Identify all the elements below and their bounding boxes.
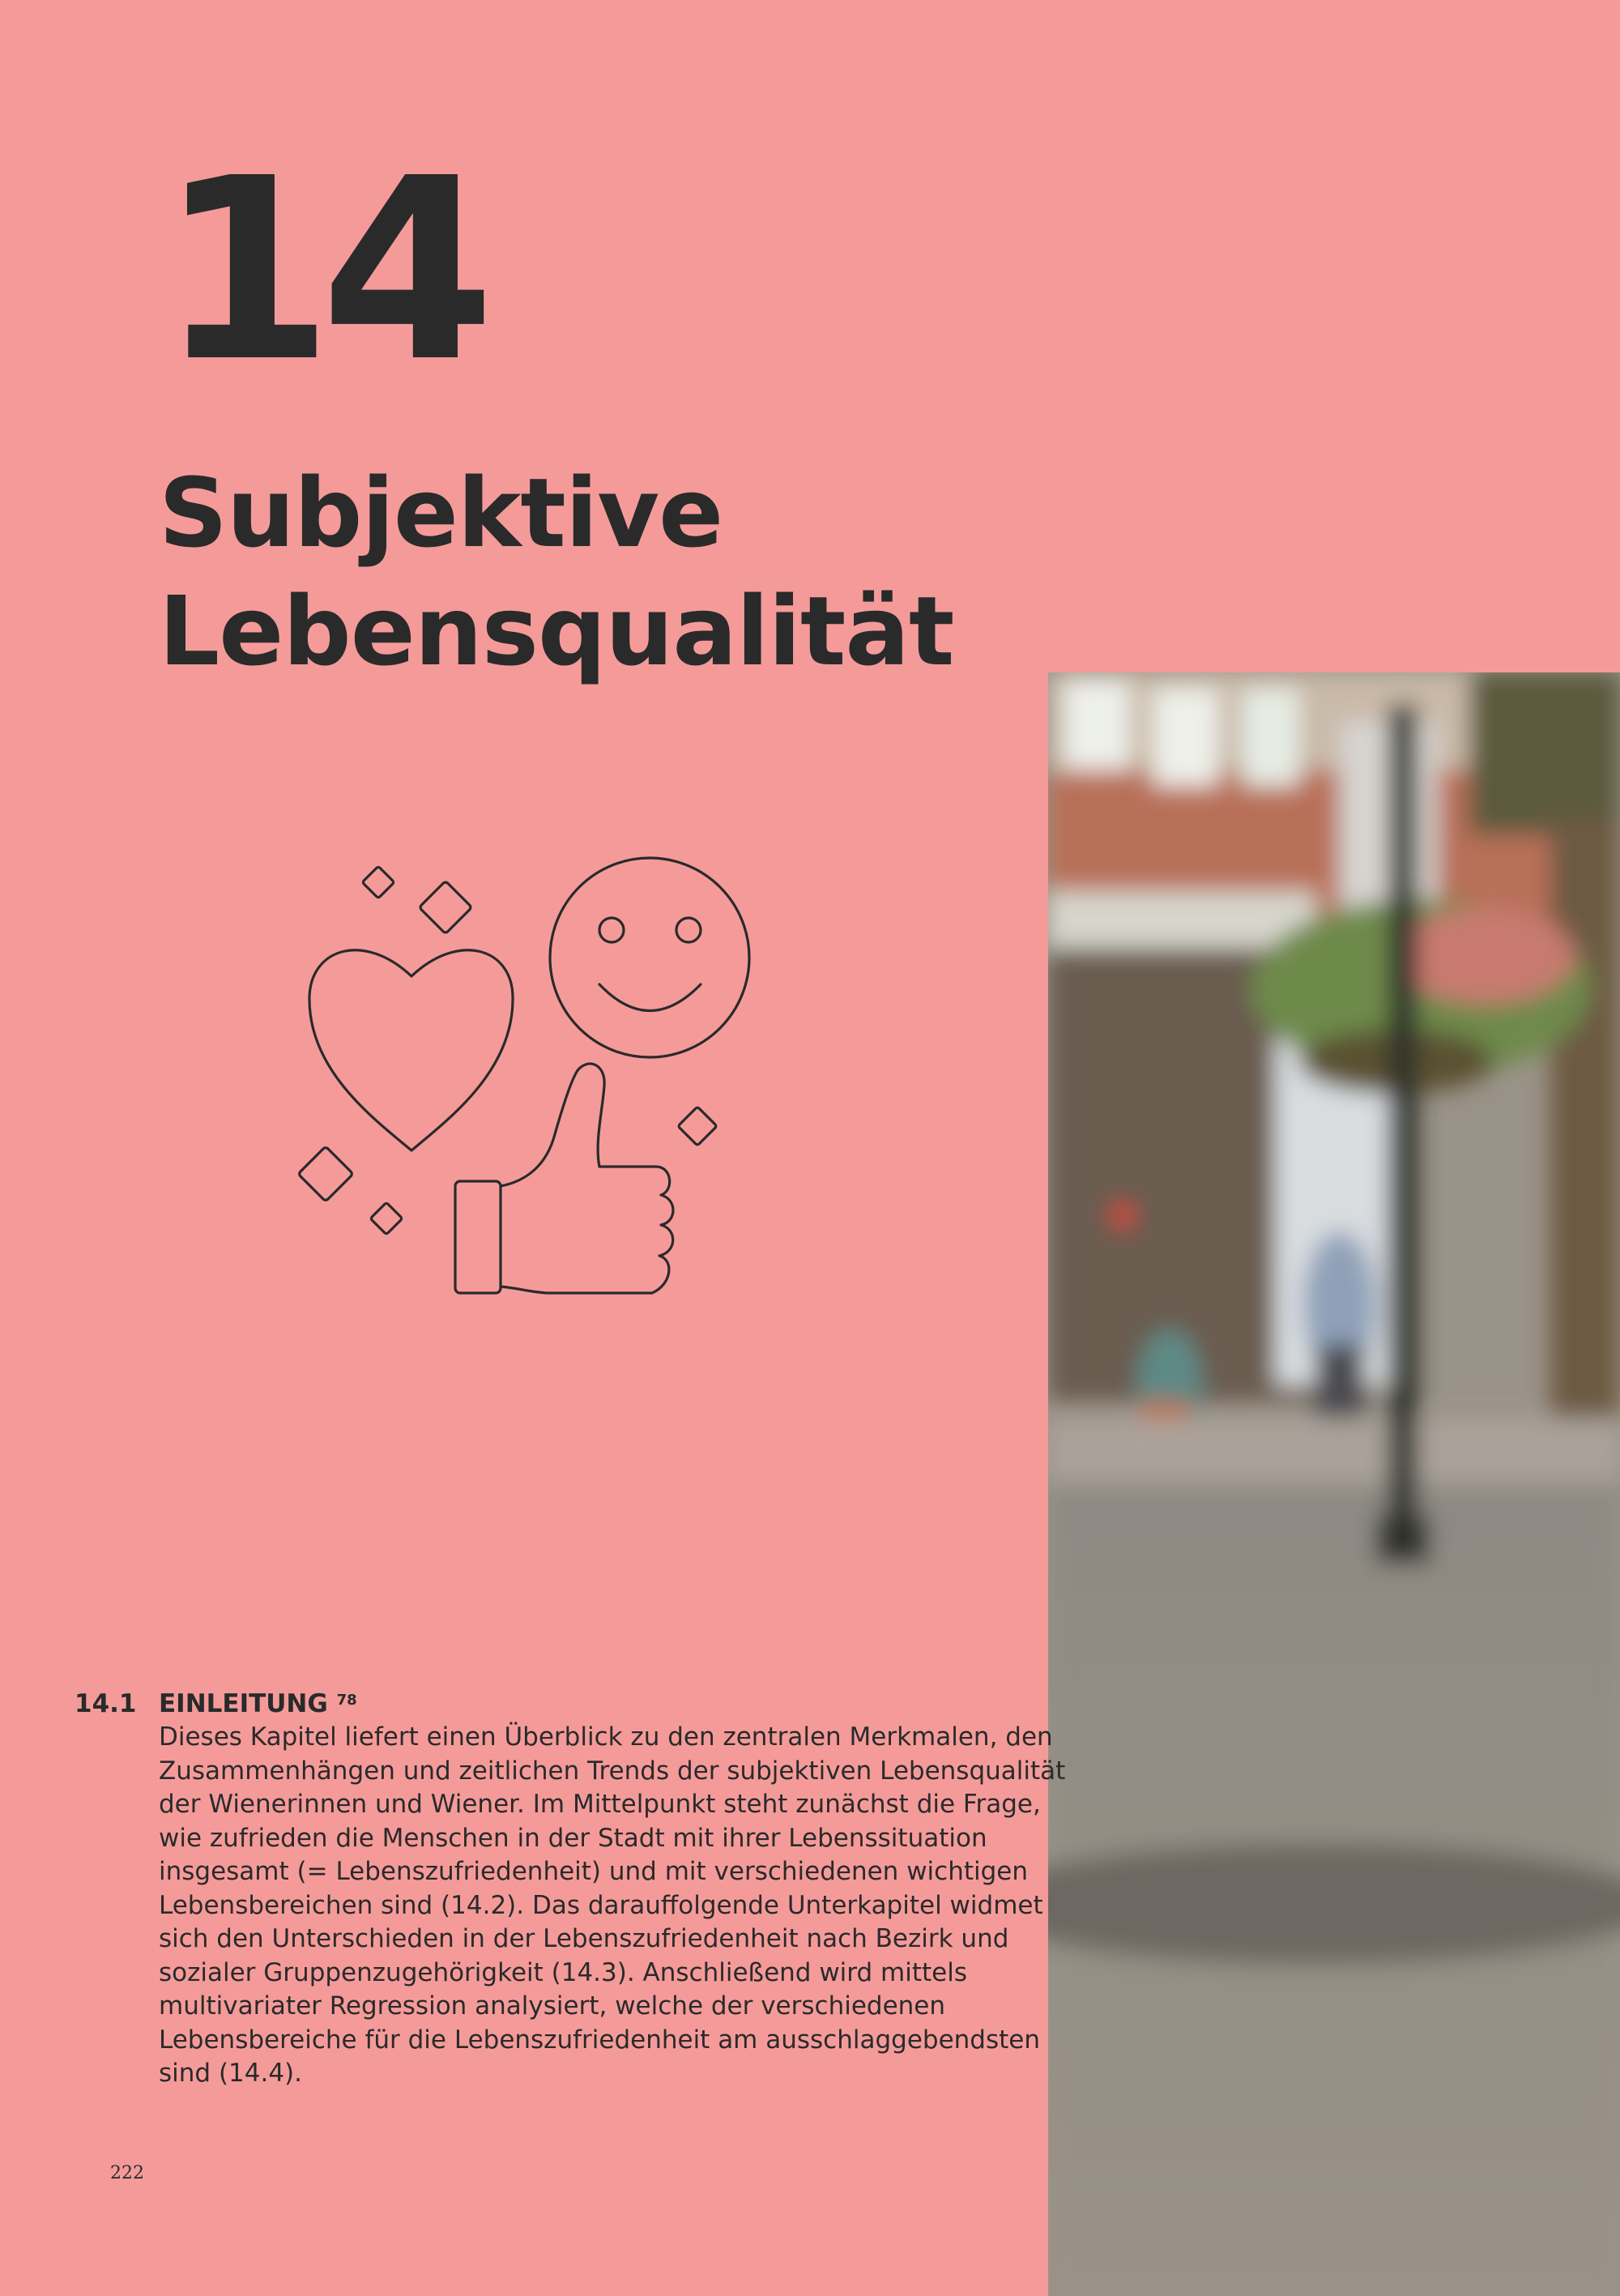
smiley-icon: [550, 858, 749, 1057]
page-number: 222: [110, 2163, 144, 2183]
section-body: [159, 1687, 1090, 2091]
heart-icon: [309, 950, 513, 1150]
street-photo: [1048, 672, 1620, 2296]
sparkle-diamond-icon: [298, 866, 717, 1235]
life-quality-illustration: [284, 843, 761, 1304]
thumbs-up-icon: [455, 1064, 673, 1293]
chapter-title-line-1: Subjektive: [159, 457, 723, 569]
section-number: 14.1: [75, 1689, 137, 1718]
section-heading-text: EINLEITUNG: [159, 1689, 328, 1718]
chapter-number: 14: [159, 125, 483, 417]
chapter-title: [159, 454, 953, 690]
section-paragraph: Dieses Kapitel liefert einen Überblick zu den zentralen Merkmalen, den Zusammenhängen und zeitlichen Trends der subjektiven Lebensqualität der Wienerinnen und Wiener. Im Mittelpunkt steht zunächst die Frage, wie zufrieden die Menschen in der Stadt mit ihrer Lebenssituation insgesamt (= Lebenszufriedenheit) und mit verschiedenen wichtigen Lebensbereichen sind (14.2). Das darauffolgende Unterkapitel widmet sich den Unterschieden in der Lebenszufriedenheit nach Bezirk und sozialer Gruppenzugehörigkeit (14.3). Anschließend wird mittels multivariater Regression analysiert, welche der verschiedenen Lebensbereiche für die Lebenszufriedenheit am ausschlaggebendsten sind (14.4).: [159, 1722, 1066, 2088]
footnote-marker[interactable]: 78: [336, 1692, 357, 1709]
section-heading: [159, 1687, 1090, 1721]
chapter-title-line-2: Lebensqualität: [159, 575, 954, 687]
